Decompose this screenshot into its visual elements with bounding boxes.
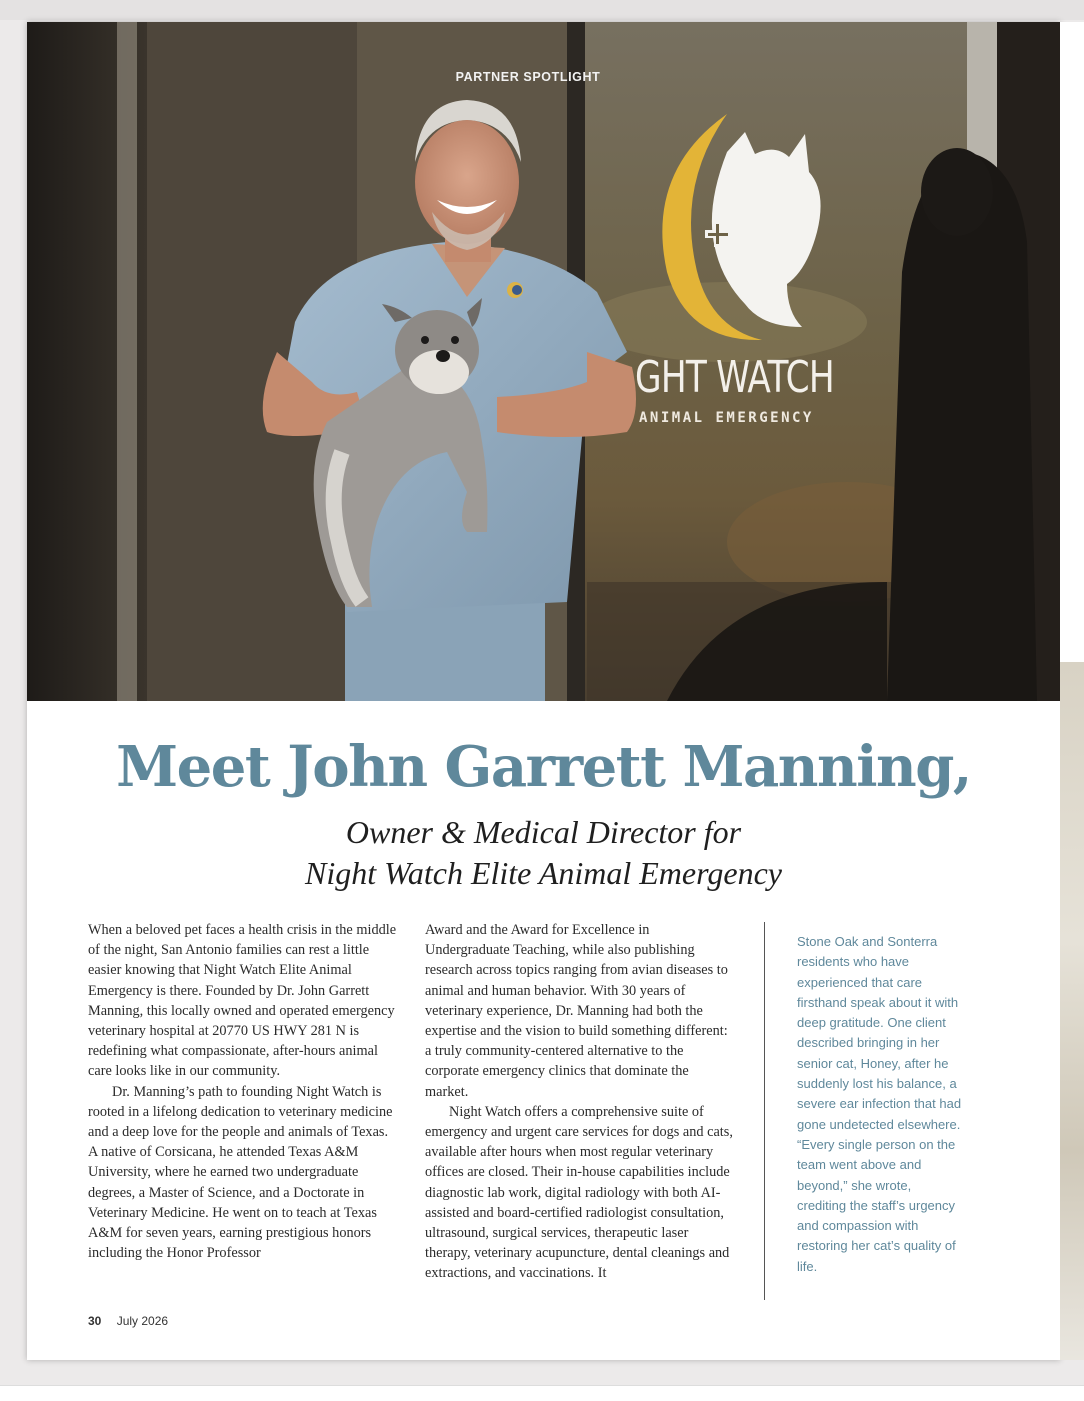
issue-date: July 2026 bbox=[116, 1314, 169, 1328]
body-column-1 bbox=[88, 920, 398, 1263]
sign-logo-text: GHT WATCH bbox=[635, 352, 834, 403]
body-column-2 bbox=[425, 920, 735, 1284]
paragraph: Award and the Award for Excellence in Undergraduate Teaching, while also publishing research across topics ranging from avian diseases to animal and human behavior. With 30 years of veterinary experience, Dr. Manning had both the expertise and the vision to build something different: a truly community-centered alternative to the corporate emergency clinics that dominate the market. bbox=[425, 922, 728, 1100]
paragraph: Dr. Manning’s path to founding Night Watch is rooted in a lifelong dedication to veterinary medicine and a deep love for the people and animals of Texas. A native of Corsicana, he attended Texas A&M University, where he earned two undergraduate degrees, a Master of Science, and a Doctorate in Veterinary Medicine. He went on to teach at Texas A&M for seven years, earning prestigious honors including the Honor Professor bbox=[88, 1083, 393, 1262]
article-subhead bbox=[27, 812, 1060, 894]
article-headline: Meet John Garrett Manning, bbox=[116, 734, 971, 800]
paragraph: When a beloved pet faces a health crisis in the middle of the night, San Antonio families can rest a little easier knowing that Night Watch Elite Animal Emergency is there. Founded by Dr. John Garrett Manning, this locally owned and operated emergency veterinary hospital at 20770 US HWY 281 N is redefining what compassionate, after-hours animal care looks like in our community. bbox=[88, 922, 397, 1080]
next-page-edge bbox=[1060, 22, 1084, 1360]
paragraph: Night Watch offers a comprehensive suite of emergency and urgent care services for dogs and cats, available after hours when most regular veterinary offices are closed. Their in-house capabilities include diagnostic lab work, digital radiology with both AI-assisted and board-certified radiologist consultation, ultrasound, surgical services, therapeutic laser therapy, veterinary acupuncture, dental cleanings and extractions, and vaccinations. It bbox=[425, 1103, 733, 1282]
following-page-edge bbox=[0, 1385, 1084, 1401]
subhead-line-1: Owner & Medical Director for bbox=[345, 814, 742, 850]
magazine-page bbox=[27, 22, 1060, 1360]
hero-photo bbox=[27, 22, 1060, 701]
next-page-photo-slice bbox=[1060, 662, 1084, 1360]
section-label: PARTNER SPOTLIGHT bbox=[455, 70, 601, 84]
sidebar-testimonial: Stone Oak and Sonterra residents who have experienced that care firsthand speak about it with deep gratitude. One client described bringing in her senior cat, Honey, after he suddenly lost his balance, a severe ear infection that had gone undetected elsewhere. “Every single person on the team went above and beyond,” she wrote, crediting the staff’s urgency and compassion with restoring her cat’s quality of life. bbox=[797, 934, 962, 1274]
sign-logo-subtitle: ANIMAL EMERGENCY bbox=[639, 410, 814, 426]
page-number: 30 bbox=[88, 1314, 102, 1328]
column-divider bbox=[764, 922, 765, 1300]
previous-page-edge bbox=[0, 0, 1084, 20]
page-footer bbox=[88, 1314, 168, 1328]
subhead-line-2: Night Watch Elite Animal Emergency bbox=[305, 855, 782, 891]
